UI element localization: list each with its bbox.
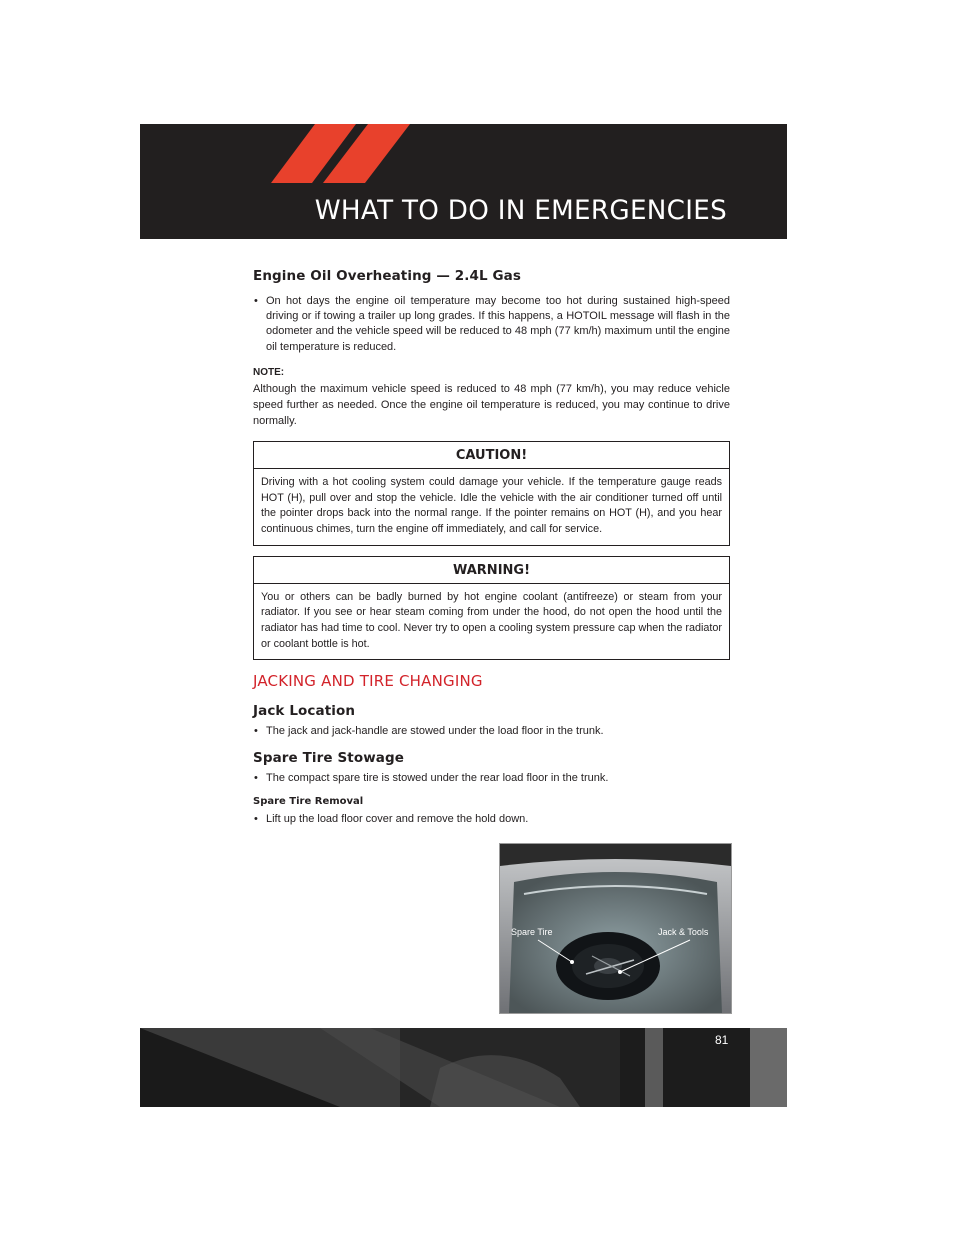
spare-bullet: • The compact spare tire is stowed under the rear load floor in the trunk.	[253, 771, 730, 786]
note-text: Although the maximum vehicle speed is reduced to 48 mph (77 km/h), you may reduce vehicle speed further as needed. Once the engine oil temperature is reduced, you may continue to drive normally.	[253, 382, 730, 427]
removal-bullet: • Lift up the load floor cover and remove the hold down.	[253, 812, 730, 827]
chapter-header	[140, 124, 787, 239]
oil-heading: Engine Oil Overheating — 2.4L Gas	[253, 268, 521, 284]
warning-title: WARNING!	[254, 557, 729, 584]
warning-text: You or others can be badly burned by hot engine coolant (antifreeze) or steam from your radiator. If you see or hear steam coming from under the hood, do not open the hood until the radiator has had time to cool. Never try to open a cooling system pressure cap when the radiator or coolant bottle is hot.	[261, 590, 722, 650]
trunk-illustration	[500, 844, 731, 1013]
label-jack-tools: Jack & Tools	[658, 927, 709, 937]
caution-box	[253, 441, 730, 546]
main-content	[253, 268, 730, 827]
removal-heading: Spare Tire Removal	[253, 795, 364, 807]
caution-text: Driving with a hot cooling system could damage your vehicle. If the temperature gauge reads HOT (H), pull over and stop the vehicle. Idle the vehicle with the air conditioner turned off until the pointer drops back into the normal range. If the pointer remains on HOT (H), and you hear continuous chimes, turn the engine off immediately, and call for service.	[261, 475, 722, 535]
chapter-title: WHAT TO DO IN EMERGENCIES	[314, 195, 727, 226]
warning-box	[253, 556, 730, 661]
jack-bullet: • The jack and jack-handle are stowed under the load floor in the trunk.	[253, 724, 730, 739]
jack-heading: Jack Location	[253, 703, 356, 720]
trunk-photo	[499, 843, 732, 1014]
page-number: 81	[715, 1033, 729, 1047]
caution-title: CAUTION!	[254, 442, 729, 469]
section-title: JACKING AND TIRE CHANGING	[253, 672, 483, 691]
oil-bullet: • On hot days the engine oil temperature may become too hot during sustained high-speed driving or if towing a trailer up long grades. If this happens, a HOTOIL message will flash in the odometer and the vehicle speed will be reduced to 48 mph (77 km/h) maximum until the engine oil temperature is reduced.	[253, 294, 730, 355]
label-spare-tire: Spare Tire	[511, 927, 553, 937]
note-label: NOTE:	[253, 366, 285, 378]
footer-band	[140, 1028, 787, 1107]
footer-decor	[140, 1028, 787, 1107]
spare-heading: Spare Tire Stowage	[253, 749, 405, 766]
